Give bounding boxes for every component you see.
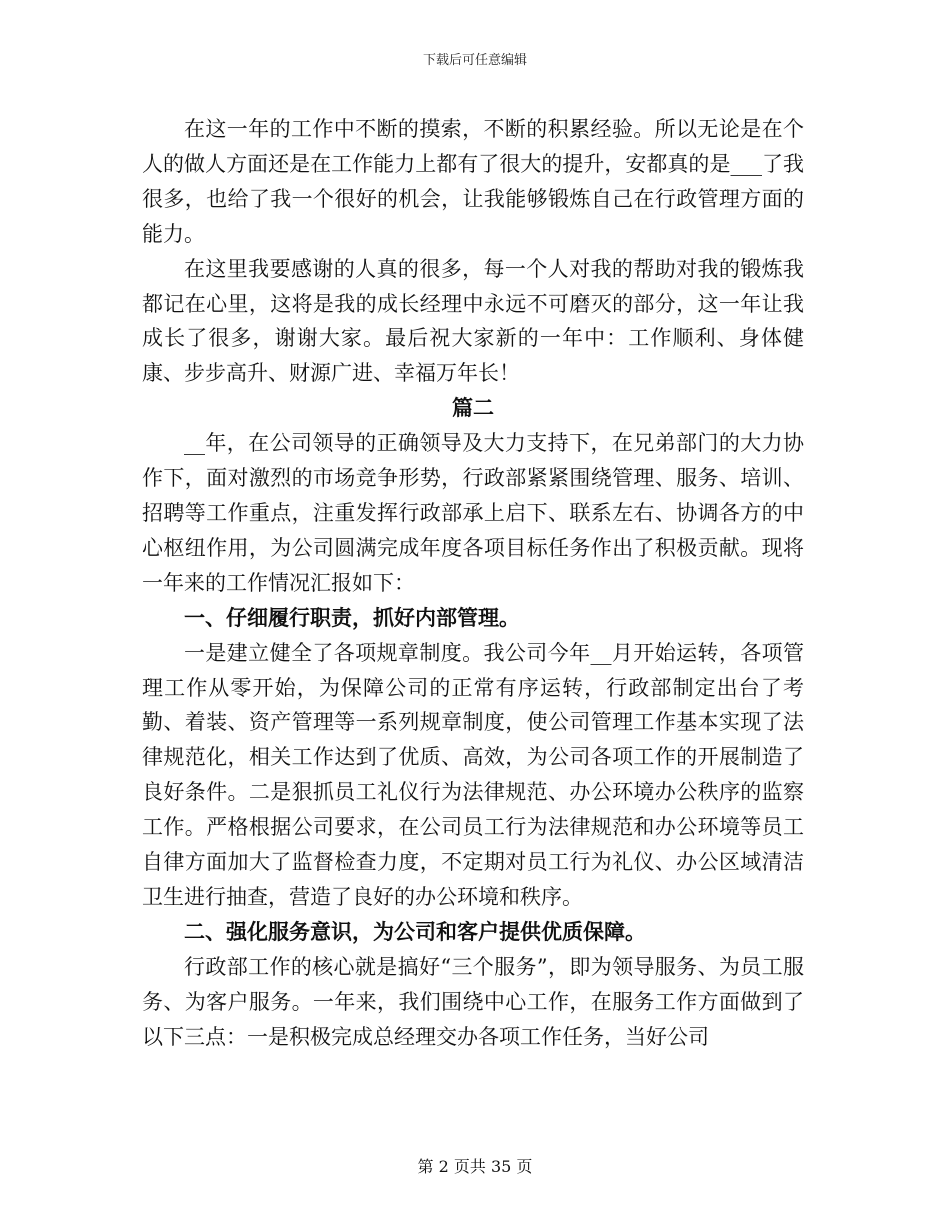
- paragraph-2: 在这里我要感谢的人真的很多，每一个人对我的帮助对我的锻炼我都记在心里，这将是我的成长经理中永远不可磨灭的部分，这一年让我成长了很多，谢谢大家。最后祝大家新的一年中：工作顺利、身体健康、步步高升、财源广进、幸福万年长！: [142, 256, 804, 386]
- heading-1: 一、仔细履行职责，抓好内部管理。: [184, 604, 520, 630]
- document-body: [142, 112, 804, 1054]
- paragraph-3: __年，在公司领导的正确领导及大力支持下，在兄弟部门的大力协作下，面对激烈的市场竞争形势，行政部紧紧围绕管理、服务、培训、招聘等工作重点，注重发挥行政部承上启下、联系左右、协调各方的中心枢纽作用，为公司圆满完成年度各项目标任务作出了积极贡献。现将一年来的工作情况汇报如下：: [142, 431, 804, 595]
- paragraph-1: 在这一年的工作中不断的摸索，不断的积累经验。所以无论是在个人的做人方面还是在工作能力上都有了很大的提升，安都真的是___了我很多，也给了我一个很好的机会，让我能够锻炼自己在行政管理方面的能力。: [142, 117, 804, 246]
- page-footer: 第 2 页共 35 页: [417, 1157, 533, 1176]
- heading-2: 二、强化服务意识，为公司和客户提供优质保障。: [184, 918, 646, 944]
- page-header: 下载后可任意编辑: [422, 53, 527, 68]
- section-title: 篇二: [452, 395, 494, 421]
- paragraph-5: 行政部工作的核心就是搞好“三个服务”，即为领导服务、为员工服务、为客户服务。一年来，我们围绕中心工作，在服务工作方面做到了以下三点：一是积极完成总经理交办各项工作任务，当好公司: [142, 954, 804, 1049]
- paragraph-4: 一是建立健全了各项规章制度。我公司今年__月开始运转，各项管理工作从零开始，为保障公司的正常有序运转，行政部制定出台了考勤、着装、资产管理等一系列规章制度，使公司管理工作基本实现了法律规范化，相关工作达到了优质、高效，为公司各项工作的开展制造了良好条件。二是狠抓员工礼仪行为法律规范、办公环境办公秩序的监察工作。严格根据公司要求，在公司员工行为法律规范和办公环境等员工自律方面加大了监督检查力度，不定期对员工行为礼仪、办公区域清洁卫生进行抽查，营造了良好的办公环境和秩序。: [142, 640, 804, 909]
